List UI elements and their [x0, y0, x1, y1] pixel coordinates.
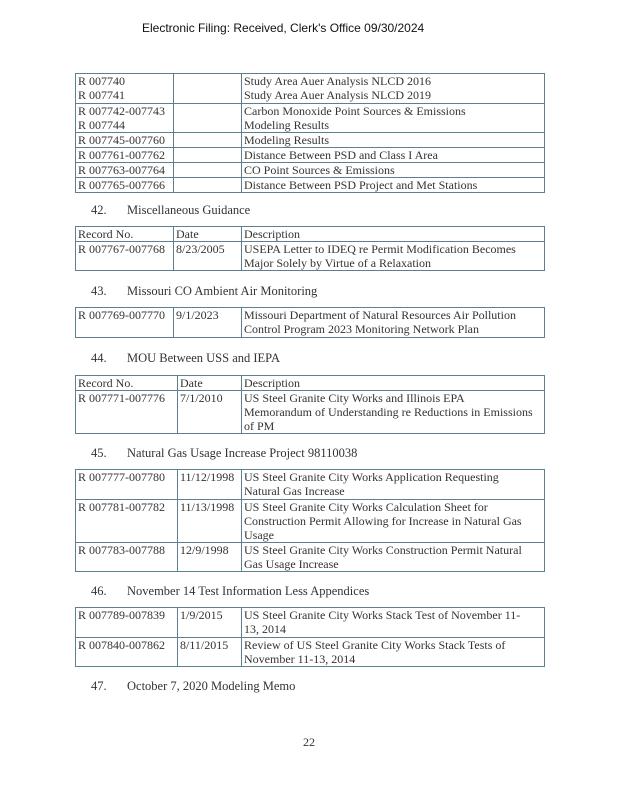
- section-heading-42: [91, 203, 250, 218]
- column-header-description: Description: [244, 227, 300, 241]
- date-cell: 8/23/2005: [174, 242, 242, 270]
- section-title: MOU Between USS and IEPA: [127, 351, 281, 365]
- table-row: [76, 542, 544, 571]
- description-cell: Review of US Steel Granite City Works Stack Tests of November 11-13, 2014: [244, 638, 506, 666]
- table-row: [76, 147, 544, 162]
- description-cell: US Steel Granite City Works Calculation Sheet for Construction Permit Allowing for Increase in Natural Gas Usage: [244, 500, 522, 542]
- section-heading-43: [91, 284, 317, 299]
- description-cell: Distance Between PSD Project and Met Stations: [244, 178, 478, 192]
- record-number-cell: R 007745-007760: [76, 133, 174, 147]
- column-header-description: Description: [244, 376, 300, 390]
- table-row: [76, 162, 544, 177]
- record-number-cell: R 007740 R 007741: [76, 74, 174, 103]
- section-number: 46.: [91, 584, 107, 598]
- record-table-43: [75, 307, 545, 338]
- date-cell: [174, 74, 242, 103]
- record-table-45: [75, 469, 545, 572]
- date-cell: [174, 163, 242, 177]
- record-number-cell: R 007765-007766: [76, 178, 174, 192]
- date-cell: [174, 133, 242, 147]
- description-cell: USEPA Letter to IDEQ re Permit Modification Becomes Major Solely by Virtue of a Relaxation: [244, 242, 516, 270]
- date-cell: [174, 178, 242, 192]
- record-number-cell: R 007789-007839: [76, 608, 178, 637]
- date-cell: [174, 148, 242, 162]
- section-title: Miscellaneous Guidance: [127, 203, 251, 217]
- record-table-42: [75, 226, 545, 271]
- table-row: [76, 470, 544, 499]
- record-number-cell: R 007763-007764: [76, 163, 174, 177]
- description-cell: US Steel Granite City Works Construction Permit Natural Gas Usage Increase: [244, 543, 522, 571]
- record-number-cell: R 007781-007782: [76, 500, 178, 542]
- column-header-date: Date: [174, 227, 242, 241]
- section-number: 47.: [91, 679, 107, 693]
- table-row: [76, 637, 544, 666]
- section-number: 43.: [91, 284, 107, 298]
- table-row: [76, 499, 544, 542]
- section-title: Missouri CO Ambient Air Monitoring: [127, 284, 318, 298]
- date-cell: [174, 104, 242, 132]
- record-number-cell: R 007761-007762: [76, 148, 174, 162]
- record-number-cell: R 007771-007776: [76, 391, 178, 433]
- record-table-41: [75, 73, 545, 193]
- date-cell: 11/13/1998: [178, 500, 242, 542]
- table-row: [76, 308, 544, 337]
- section-heading-46: [91, 584, 369, 599]
- table-row: [76, 241, 544, 270]
- section-title: November 14 Test Information Less Appendices: [127, 584, 370, 598]
- date-cell: 7/1/2010: [178, 391, 242, 433]
- description-cell: US Steel Granite City Works Application Requesting Natural Gas Increase: [244, 470, 499, 498]
- date-cell: 12/9/1998: [178, 543, 242, 571]
- description-cell: CO Point Sources & Emissions: [244, 163, 395, 177]
- date-cell: 8/11/2015: [178, 638, 242, 666]
- record-number-cell: R 007777-007780: [76, 470, 178, 499]
- description-cell: US Steel Granite City Works and Illinois EPA Memorandum of Understanding re Reductions in Emissions of PM: [244, 391, 533, 433]
- column-header-record: Record No.: [76, 376, 178, 390]
- table-header-row: [76, 376, 544, 390]
- record-number-cell: R 007769-007770: [76, 308, 174, 337]
- section-heading-47: [91, 679, 295, 694]
- table-row: [76, 74, 544, 103]
- date-cell: 11/12/1998: [178, 470, 242, 499]
- record-number-cell: R 007783-007788: [76, 543, 178, 571]
- table-row: [76, 177, 544, 192]
- filing-header: Electronic Filing: Received, Clerk's Office 09/30/2024: [142, 21, 425, 35]
- column-header-record: Record No.: [76, 227, 174, 241]
- record-table-44: [75, 375, 545, 434]
- page-number: 22: [303, 735, 315, 749]
- record-table-46: [75, 607, 545, 667]
- description-cell: Modeling Results: [244, 133, 330, 147]
- record-number-cell: R 007742-007743 R 007744: [76, 104, 174, 132]
- record-number-cell: R 007767-007768: [76, 242, 174, 270]
- section-number: 44.: [91, 351, 107, 365]
- date-cell: 1/9/2015: [178, 608, 242, 637]
- table-row: [76, 132, 544, 147]
- table-row: [76, 103, 544, 132]
- section-number: 42.: [91, 203, 107, 217]
- table-row: [76, 390, 544, 433]
- column-header-date: Date: [178, 376, 242, 390]
- description-cell: Carbon Monoxide Point Sources & Emissions Modeling Results: [244, 104, 466, 132]
- record-number-cell: R 007840-007862: [76, 638, 178, 666]
- description-cell: Study Area Auer Analysis NLCD 2016 Study Area Auer Analysis NLCD 2019: [244, 74, 431, 102]
- section-title: October 7, 2020 Modeling Memo: [127, 679, 296, 693]
- date-cell: 9/1/2023: [174, 308, 242, 337]
- section-title: Natural Gas Usage Increase Project 98110038: [127, 446, 358, 460]
- section-heading-44: [91, 351, 280, 366]
- description-cell: US Steel Granite City Works Stack Test of November 11- 13, 2014: [244, 608, 521, 636]
- description-cell: Distance Between PSD and Class I Area: [244, 148, 438, 162]
- table-header-row: [76, 227, 544, 241]
- table-row: [76, 608, 544, 637]
- description-cell: Missouri Department of Natural Resources Air Pollution Control Program 2023 Monitoring Network Plan: [244, 308, 516, 336]
- section-number: 45.: [91, 446, 107, 460]
- section-heading-45: [91, 446, 357, 461]
